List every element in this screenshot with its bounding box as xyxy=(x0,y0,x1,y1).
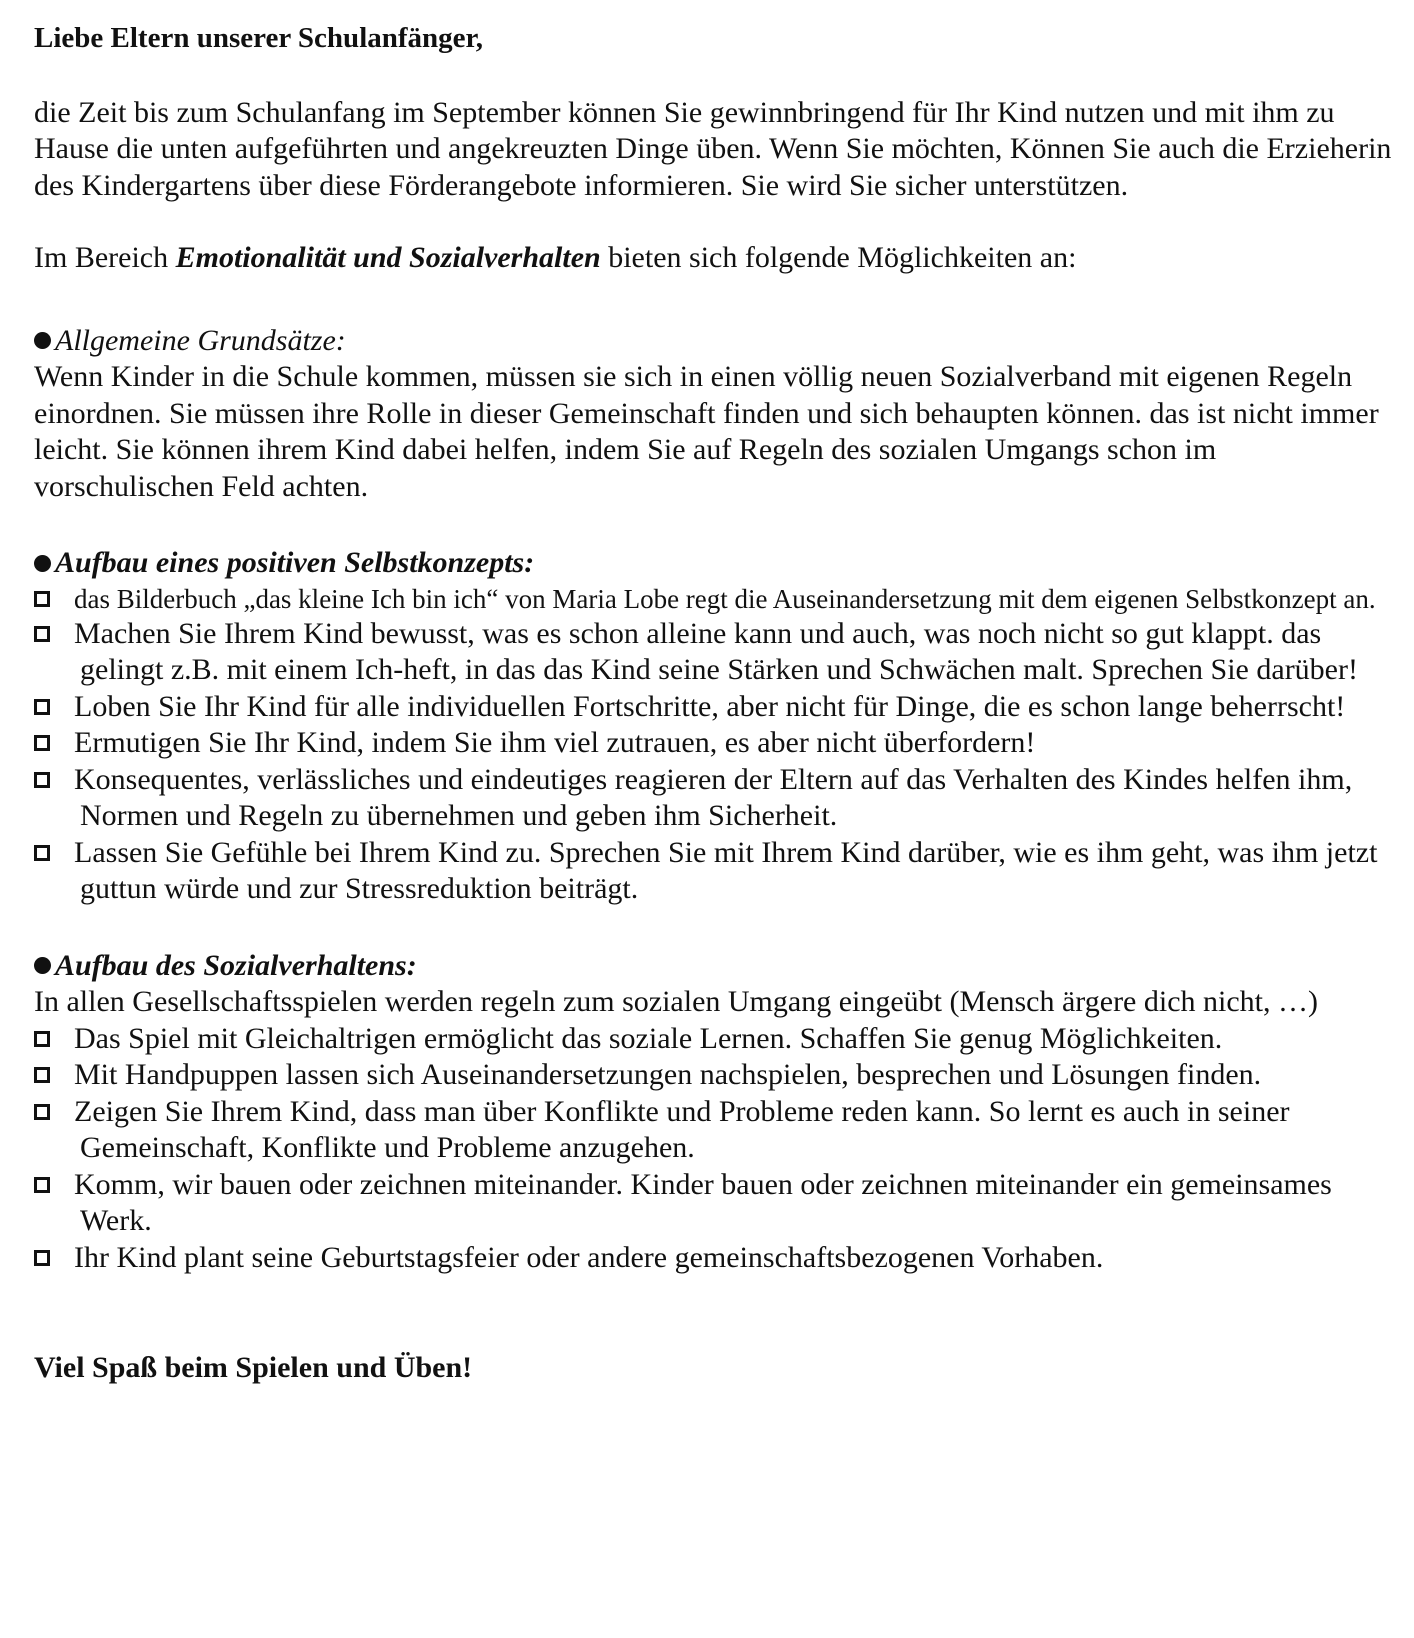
checklist-item[interactable] xyxy=(34,835,1394,908)
checklist-item-text: Machen Sie Ihrem Kind bewusst, was es schon alleine kann und auch, was noch nicht so gut klappt. das gelingt z.B. mit einem Ich-heft, in das das Kind seine Stärken und Schwächen malt. Sprechen Sie darüber! xyxy=(74,616,1358,686)
spacer xyxy=(34,57,1394,93)
checkbox-icon[interactable] xyxy=(34,1104,50,1120)
self-heading-text: Aufbau eines positiven Selbstkonzepts: xyxy=(55,546,535,579)
checklist-item[interactable] xyxy=(34,616,1394,689)
bullet-icon xyxy=(34,332,51,349)
checkbox-icon[interactable] xyxy=(34,591,50,607)
area-prefix: Im Bereich xyxy=(34,241,176,274)
checklist-item[interactable] xyxy=(34,1094,1394,1167)
checklist-item[interactable] xyxy=(34,1057,1394,1094)
checklist-item[interactable] xyxy=(34,762,1394,835)
spacer xyxy=(34,1276,1394,1350)
checklist-item-text: Zeigen Sie Ihrem Kind, dass man über Konflikte und Probleme reden kann. So lernt es auch in seiner Gemeinschaft, Konflikte und Probleme anzugehen. xyxy=(74,1094,1290,1164)
section-heading-social xyxy=(34,948,1394,985)
checklist-item-text: Ihr Kind plant seine Geburtstagsfeier oder andere gemeinschaftsbezogenen Vorhaben. xyxy=(74,1240,1104,1274)
checkbox-icon[interactable] xyxy=(34,1177,50,1193)
checklist-item-text: das Bilderbuch „das kleine Ich bin ich“ von Maria Lobe regt die Auseinandersetzung mit dem eigenen Selbstkonzept an. xyxy=(74,583,1376,614)
checkbox-icon[interactable] xyxy=(34,735,50,751)
area-emphasis: Emotionalität und Sozialverhalten xyxy=(175,241,601,274)
intro-paragraph: die Zeit bis zum Schulanfang im September können Sie gewinnbringend für Ihr Kind nutzen und mit ihm zu Hause die unten aufgeführten und angekreuzten Dinge üben. Wenn Sie möchten, Können Sie auch die Erzieherin des Kindergartens über diese Förderangebote informieren. Sie wird Sie sicher unterstützen. xyxy=(34,95,1392,202)
checklist-item-text: Komm, wir bauen oder zeichnen miteinander. Kinder bauen oder zeichnen miteinander ein gemeinsames Werk. xyxy=(74,1167,1332,1237)
checklist-item-text: Ermutigen Sie Ihr Kind, indem Sie ihm viel zutrauen, es aber nicht überfordern! xyxy=(74,726,1036,759)
checklist-item-text: Lassen Sie Gefühle bei Ihrem Kind zu. Sprechen Sie mit Ihrem Kind darüber, wie es ihm geht, was ihm jetzt guttun würde und zur Stressreduktion beiträgt. xyxy=(74,835,1378,905)
checklist-item[interactable] xyxy=(34,582,1394,616)
letter-page xyxy=(34,12,1394,1387)
checkbox-icon[interactable] xyxy=(34,1031,50,1047)
bullet-icon xyxy=(34,555,51,572)
checkbox-icon[interactable] xyxy=(34,772,50,788)
checklist-item[interactable] xyxy=(34,1167,1394,1240)
checklist-item[interactable] xyxy=(34,689,1394,726)
area-suffix: bieten sich folgende Möglichkeiten an: xyxy=(600,241,1077,274)
checkbox-icon[interactable] xyxy=(34,699,50,715)
spacer xyxy=(34,277,1394,315)
checklist-item-text: Konsequentes, verlässliches und eindeutiges reagieren der Eltern auf das Verhalten des Kindes helfen ihm, Normen und Regeln zu übernehmen und geben ihm Sicherheit. xyxy=(74,762,1353,832)
checkbox-icon[interactable] xyxy=(34,845,50,861)
checkbox-icon[interactable] xyxy=(34,1067,50,1083)
checkbox-icon[interactable] xyxy=(34,1250,50,1266)
spacer xyxy=(34,204,1394,240)
general-heading-text: Allgemeine Grundsätze: xyxy=(55,323,346,357)
greeting: Liebe Eltern unserer Schulanfänger, xyxy=(34,22,483,54)
checklist-item-text: Mit Handpuppen lassen sich Auseinandersetzungen nachspielen, besprechen und Lösungen finden. xyxy=(74,1058,1262,1091)
bullet-icon xyxy=(34,957,51,974)
checklist-item[interactable] xyxy=(34,1021,1394,1058)
spacer xyxy=(34,505,1394,541)
social-paragraph: In allen Gesellschaftsspielen werden regeln zum sozialen Umgang eingeübt (Mensch ärgere dich nicht, …) xyxy=(34,985,1318,1018)
checkbox-icon[interactable] xyxy=(34,626,50,642)
section-heading-self xyxy=(34,545,1394,582)
section-heading-general xyxy=(34,323,1394,360)
area-paragraph xyxy=(34,240,1394,277)
checklist-item-text: Das Spiel mit Gleichaltrigen ermöglicht das soziale Lernen. Schaffen Sie genug Möglichkeiten. xyxy=(74,1021,1223,1055)
checklist-item-text: Loben Sie Ihr Kind für alle individuellen Fortschritte, aber nicht für Dinge, die es schon lange beherrscht! xyxy=(74,689,1346,723)
general-paragraph: Wenn Kinder in die Schule kommen, müssen sie sich in einen völlig neuen Sozialverband mit eigenen Regeln einordnen. Sie müssen ihre Rolle in dieser Gemeinschaft finden und sich behaupten können. das ist nicht immer leicht. Sie können ihrem Kind dabei helfen, indem Sie auf Regeln des sozialen Umgangs schon im vorschulischen Feld achten. xyxy=(34,360,1379,503)
checklist-item[interactable] xyxy=(34,725,1394,762)
checklist-item[interactable] xyxy=(34,1240,1394,1277)
spacer xyxy=(34,908,1394,944)
closing-line: Viel Spaß beim Spielen und Üben! xyxy=(34,1351,473,1384)
social-heading-text: Aufbau des Sozialverhaltens: xyxy=(55,948,417,982)
